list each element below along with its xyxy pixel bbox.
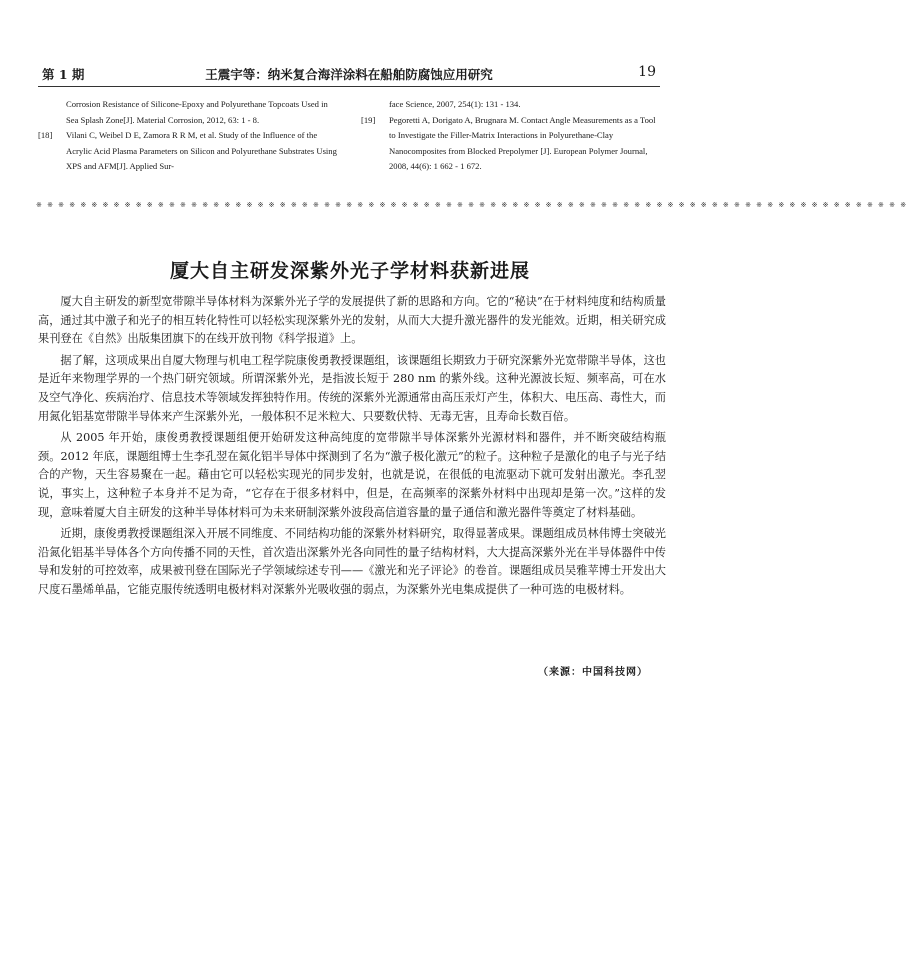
- reference-item: [361, 97, 661, 113]
- reference-column-left: [38, 97, 338, 175]
- reference-item: [38, 128, 338, 175]
- reference-text: Pegoretti A, Dorigato A, Brugnara M. Contact Angle Measurements as a Tool to Investigate the Filler-Matrix Interactions in Polyurethane-Clay Nanocomposites from Blocked Prepolymer [J]. European Polymer Journal, 2008, 44(6): 1 662 - 1 672.: [389, 114, 656, 172]
- reference-text: Vilani C, Weibel D E, Zamora R R M, et al. Study of the Influence of the Acrylic Acid Plasma Parameters on Silicon and Polyurethane Substrates Using XPS and AFM[J]. Applied Sur-: [66, 130, 337, 172]
- reference-number: [19]: [361, 114, 376, 125]
- reference-column-right: [361, 97, 661, 175]
- article-source: （来源：中国科技网）: [538, 667, 648, 678]
- running-title: 王震宇等：纳米复合海洋涂料在船舶防腐蚀应用研究: [205, 67, 493, 82]
- reference-number: [18]: [38, 130, 53, 141]
- article-body: [38, 293, 666, 603]
- reference-item: [38, 97, 338, 128]
- paragraph: 从 2005 年开始，康俊勇教授课题组便开始研发这种高纯度的宽带隙半导体深紫外光源材料和器件，并不断突破结构瓶颈。2012 年底，课题组博士生李孔翌在氮化铝半导体中探测到了名为“激子极化激元”的粒子。这种粒子是激化的电子与光子结合的产物，天生容易聚在一起。藉由它可以轻松实现光的同步发射，也就是说，在很低的电流驱动下就可发射出激光。李孔翌说，事实上，这种粒子本身并不足为奇，“它存在于很多材料中，但是，在高频率的深紫外材料中出现却是第一次。”这样的发现，意味着厦大自主研发的这种半导体材料可为未来研制深紫外波段高信道容量的量子通信和激光器件等奠定了材料基础。: [38, 431, 666, 519]
- issue-number: 第 1 期: [42, 67, 85, 82]
- article-title: 厦大自主研发深紫外光子学材料获新进展: [169, 260, 530, 282]
- running-header: [38, 64, 660, 87]
- paragraph: 近期，康俊勇教授课题组深入开展不同维度、不同结构功能的深紫外材料研究，取得显著成果。课题组成员林伟博士突破光沿氮化铝基半导体各个方向传播不同的天性，首次造出深紫外光各向同性的量子结构材料，大大提高深紫外光在半导体器件中传导和发射的可控效率，成果被刊登在国际光子学领域综述专刊——《激光和光子评论》的卷首。课题组成员吴雅苹博士开发出大尺度石墨烯单晶，它能克服传统透明电极材料对深紫外光吸收强的弱点，为深紫外光电集成提供了一种可选的电极材料。: [38, 527, 666, 596]
- section-divider: ※ ※ ※ ※ ※ ※ ※ ※ ※ ※ ※ ※ ※ ※ ※ ※ ※ ※ ※ ※ ※ ※ ※ ※ ※ ※ ※ ※ ※ ※ ※ ※ ※ ※ ※ ※ ※ ※ ※ ※ ※ ※ ※ ※ ※ ※ ※ ※ ※ ※ ※ ※ ※ ※ ※ ※ ※ ※ ※ ※ ※ ※ ※ ※ ※ ※ ※ ※ ※ ※ ※ ※ ※ ※ ※ ※ ※ ※ ※: [36, 201, 907, 209]
- reference-text: face Science, 2007, 254(1): 131 - 134.: [389, 99, 521, 109]
- paragraph: 据了解，这项成果出自厦大物理与机电工程学院康俊勇教授课题组，该课题组长期致力于研究深紫外光宽带隙半导体，这也是近年来物理学界的一个热门研究领域。所谓深紫外光，是指波长短于 280 nm 的紫外线。这种光源波长短、频率高，可在水及空气净化、疾病治疗、信息技术等领域发挥独特作用。传统的深紫外光源通常由高压汞灯产生，体积大、电压高、毒性大，而用氮化铝基宽带隙半导体来产生深紫外光，一般体积不足米粒大、只要数伏特、无毒无害，且寿命长数百倍。: [38, 353, 666, 423]
- reference-item: [361, 113, 661, 175]
- reference-text: Corrosion Resistance of Silicone-Epoxy and Polyurethane Topcoats Used in Sea Splash Zone[J]. Material Corrosion, 2012, 63: 1 - 8.: [66, 99, 328, 125]
- paragraph: 厦大自主研发的新型宽带隙半导体材料为深紫外光子学的发展提供了新的思路和方向。它的“秘诀”在于材料纯度和结构质量高，通过其中激子和光子的相互转化特性可以轻松实现深紫外光的发射，从而大大提升激光器件的发光能效。近期，相关研究成果刊登在《自然》出版集团旗下的在线开放刊物《科学报道》上。: [38, 295, 666, 346]
- page-number: 19: [638, 64, 656, 80]
